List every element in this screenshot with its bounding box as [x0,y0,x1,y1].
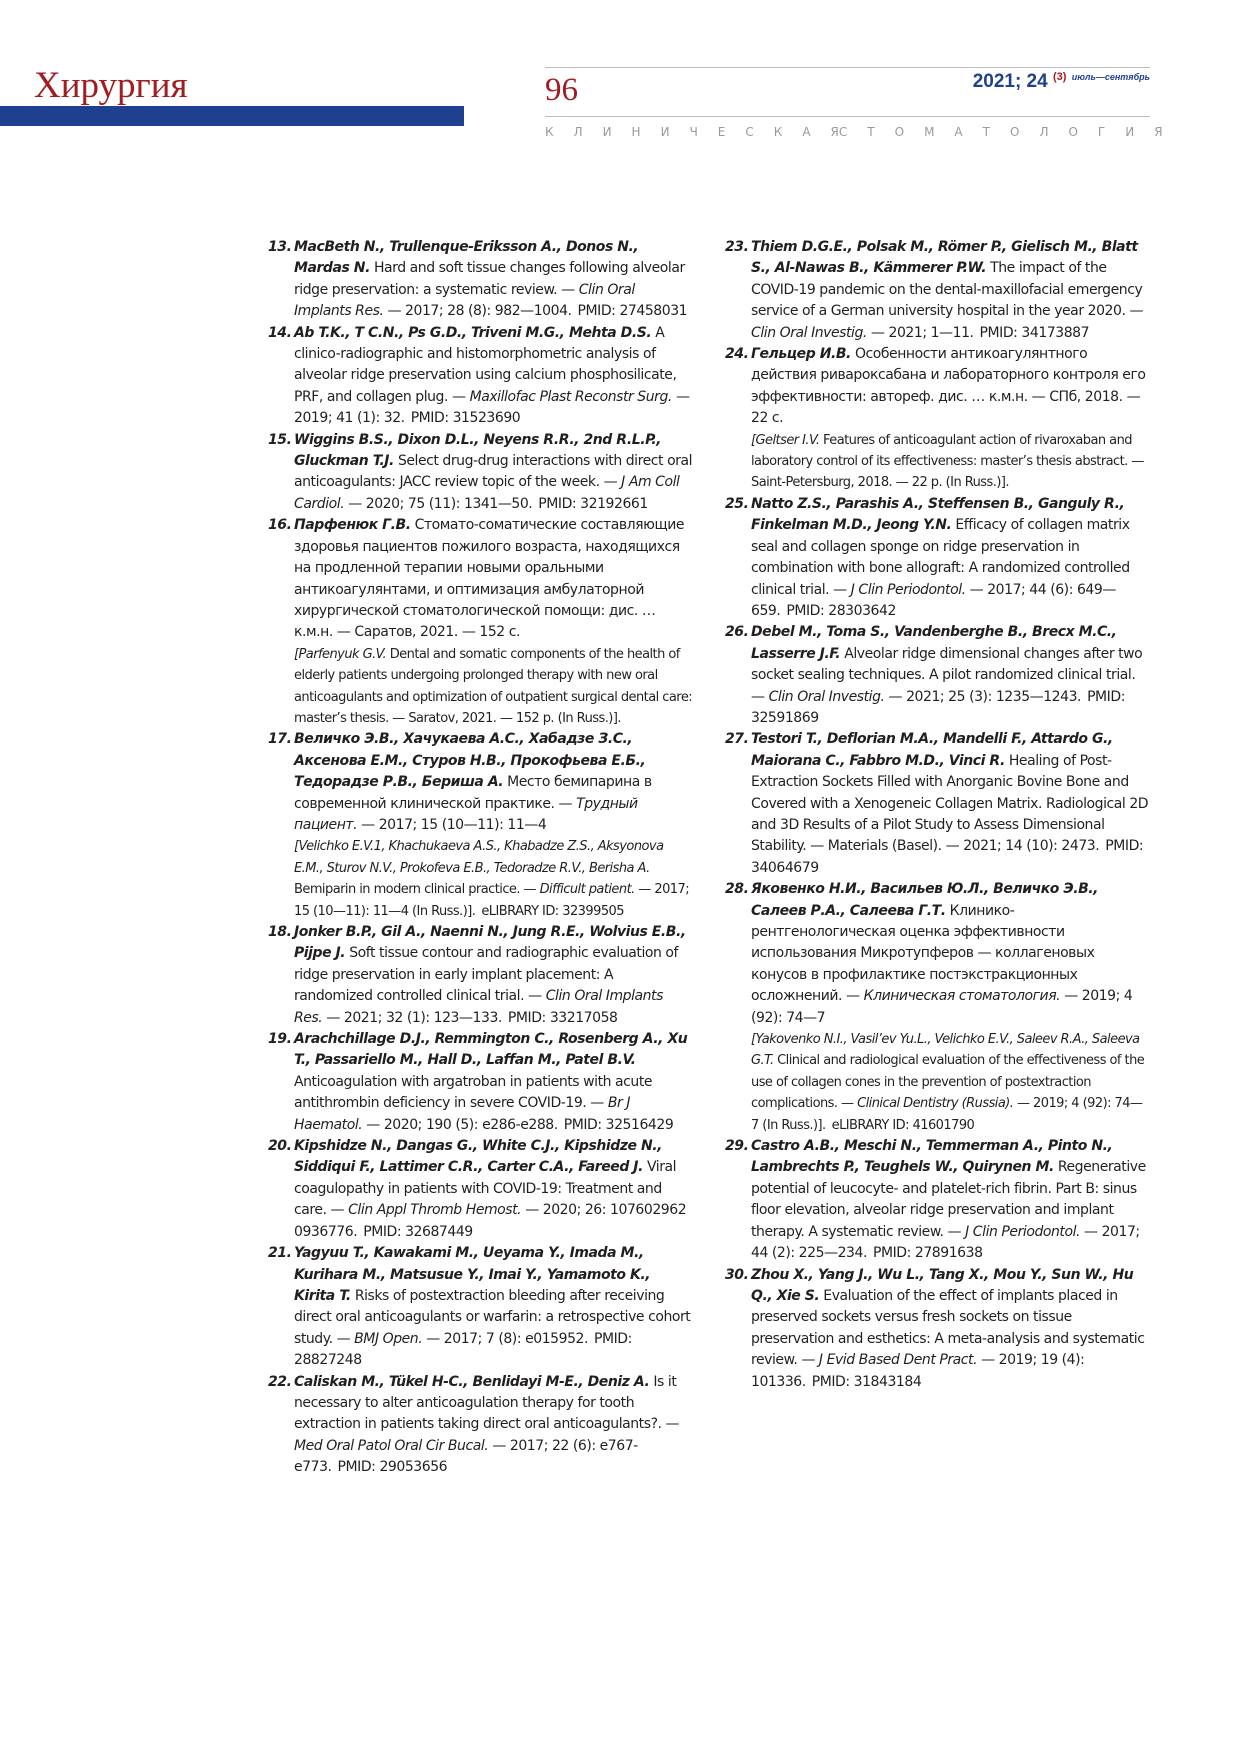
reference-authors: Testori T., Deflorian M.A., Mandelli F., Attardo G., Maiorana C., Fabbro M.D., Vinci R. [751,731,1113,769]
journal-title-letter: О [1009,125,1020,139]
reference-index: PMID: 31523690 [410,410,521,427]
reference-index: PMID: 28827248 [294,1330,632,1369]
section-color-bar [0,106,464,126]
reference-authors: Ab T.K., T C.N., Ps G.D., Triveni M.G., Mehta D.S. [294,324,652,341]
reference-title: Место бемипарина в современной клинической практике. — [294,774,652,812]
reference-title: Risks of postextraction bleeding after receiving direct oral anticoagulants or warfarin: a retrospective cohort study. — [294,1287,691,1347]
reference-details: — 2019; 19 (4): 101336. [751,1352,1085,1390]
journal-title-letter: К [545,125,554,139]
reference-journal: Клиническая стоматология. [863,988,1061,1005]
reference-authors: MacBeth N., Trullenque-Eriksson A., Donos N., Mardas N. [294,239,639,277]
reference-details: — 2021; 32 (1): 123—133. [326,1009,502,1026]
translation-authors: [Yakovenko N.I., Vasil’ev Yu.L., Velichko E.V., Saleev R.A., Saleeva G.T. [751,1032,1140,1069]
reference-journal: Clin Oral Implants Res. [294,281,635,320]
journal-title-letter: О [1068,125,1078,139]
reference-details: — 2017; 44 (6): 649—659. [751,581,1116,619]
reference-entry [725,344,1150,494]
reference-body [751,346,1150,494]
reference-title: Стомато-соматические составляющие здоровья пациентов пожилого возраста, находящихся на продленной терапии новыми оральными антикоагулянтами, и оптимизация амбулаторной хирургической стоматологической помощи: дис. … к.м.н. — Саратов, 2021. — 152 с. [294,517,685,641]
references-left-column [268,237,693,1479]
reference-body [751,731,1148,875]
reference-details: — 2021; 1—11. [870,324,974,341]
reference-number: 22. [268,1373,292,1390]
journal-title-letter: Ч [689,125,698,139]
reference-journal: Clin Oral Investig. [751,324,867,341]
reference-details: — 2017; 7 (8): e015952. [426,1330,588,1347]
journal-title [545,125,1163,139]
reference-entry [268,237,693,323]
translation-details: — 2017; 15 (10—11): 11—4 (In Russ.)]. [294,882,690,919]
reference-journal: J Clin Periodontol. [965,1223,1081,1240]
reference-authors: Парфенюк Г.В. [294,517,411,534]
reference-body [751,881,1150,1136]
reference-body [294,517,693,729]
journal-title-letter: М [924,125,935,139]
header-top-rule [545,67,1150,68]
reference-authors: Natto Z.S., Parashis A., Steffensen B., Ganguly R., Finkelman M.D., Jeong Y.N. [751,495,1125,534]
reference-number: 23. [725,239,749,255]
reference-entry [725,729,1150,879]
translation-index: eLIBRARY ID: 41601790 [831,1117,975,1133]
reference-index: PMID: 32687449 [363,1223,473,1240]
reference-journal: J Evid Based Dent Pract. [818,1352,978,1369]
reference-entry [725,622,1150,729]
reference-index: PMID: 28303642 [786,602,896,619]
reference-number: 14. [268,324,292,341]
reference-details: — 2021; 25 (3): 1235—1243. [888,688,1082,705]
issue-year-volume: 2021; 24 [972,71,1048,92]
journal-title-letter: Т [867,125,875,139]
reference-title: Evaluation of the effect of implants placed in preserved sockets versus fresh sockets on tissue preservation and esthetics: A meta-analysis and systematic review. — [751,1287,1145,1369]
reference-journal: Br J Haematol. [294,1095,631,1133]
reference-journal: Maxillofac Plast Reconstr Surg. [469,388,672,405]
translation-journal: Clinical Dentistry (Russia). [857,1096,1014,1112]
reference-title: Soft tissue contour and radiographic evaluation of ridge preservation in early implant placement: A randomized controlled clinical trial. — [294,945,679,1005]
reference-body [294,1245,690,1368]
reference-entry [268,1029,693,1136]
journal-title-letter: Т [982,125,990,139]
reference-details: — 2017; 15 (10—11): 11—4 [361,816,547,833]
reference-entry [725,879,1150,1136]
journal-title-letter: Е [717,125,726,139]
reference-details: — 2020; 75 (11): 1341—50. [348,495,533,512]
issue-months: июль—сентябрь [1071,72,1150,82]
reference-translation [751,1029,1150,1136]
reference-index: PMID: 27458031 [577,303,688,320]
journal-title-letter: И [660,125,670,139]
translation-authors: [Geltser I.V. [751,432,820,448]
reference-number: 28. [725,881,749,898]
journal-title-letter: Я [830,125,839,139]
reference-title: Is it necessary to alter anticoagulation therapy for tooth extraction in patients taking direct oral anticoagulants?. — [294,1373,680,1433]
journal-title-letter: Я [1154,125,1163,139]
reference-journal: Med Oral Patol Oral Cir Bucal. [294,1437,489,1454]
reference-authors: Kipshidze N., Dangas G., White C.J., Kipshidze N., Siddiqui F., Lattimer C.R., Carter C.A., Fareed J. [294,1138,662,1176]
journal-title-letter: А [802,125,811,139]
reference-number: 17. [268,731,292,748]
translation-text: Clinical and radiological evaluation of the effectiveness of the use of collagen cones in the prevention of postextraction complications. — [751,1053,1145,1112]
reference-body [751,239,1143,341]
reference-title: Alveolar ridge dimensional changes after two socket sealing techniques. A pilot randomized clinical trial. — [751,645,1143,705]
reference-title: Regenerative potential of leucocyte- and platelet-rich fibrin. Part B: sinus floor elevation, alveolar ridge preservation and implant therapy. A systematic review. — [751,1159,1146,1240]
reference-details: — 2017; 44 (2): 225—234. [751,1223,1140,1262]
reference-number: 24. [725,346,749,363]
journal-title-letter: С [745,125,754,139]
translation-authors: [Parfenyuk G.V. [294,646,387,662]
header-mid-rule [545,116,1150,117]
reference-number: 27. [725,731,749,748]
reference-index: PMID: 33217058 [507,1009,618,1026]
reference-journal: J Clin Periodontol. [850,581,966,598]
reference-index: PMID: 34173887 [979,324,1090,341]
reference-number: 25. [725,495,749,512]
reference-details: — 2017; 28 (8): 982—1004. [387,303,572,320]
reference-details: — 2017; 22 (6): e767-e773. [294,1437,638,1476]
reference-index: PMID: 31843184 [811,1373,922,1390]
reference-journal: BMJ Open. [354,1330,423,1347]
reference-translation [294,836,693,922]
issue-info [973,71,1150,93]
reference-title: Клинико-рентгенологическая оценка эффективности использования Микротупферов — коллагеновых конусов в профилактике постэкстракционных осложнений. — [751,902,1095,1005]
reference-title: The impact of the COVID-19 pandemic on the dental-maxillofacial emergency service of a German university hospital in the year 2020. — [751,260,1144,320]
reference-body [294,924,686,1026]
reference-entry [268,430,693,516]
reference-entry [268,515,693,729]
journal-title-word [545,125,839,139]
journal-title-letter: С [838,125,848,139]
reference-journal: J Am Coll Cardiol. [294,474,680,512]
journal-title-word [839,125,1163,139]
reference-number: 16. [268,517,292,534]
reference-entry [268,922,693,1029]
reference-number: 20. [268,1138,292,1155]
reference-body [294,1138,686,1240]
translation-details: — 2019; 4 (92): 74—7 (In Russ.)]. [751,1096,1143,1133]
reference-number: 30. [725,1266,749,1283]
translation-text: Dental and somatic components of the health of elderly patients undergoing prolonged therapy with new oral anticoagulants and optimization of outpatient surgical dental care: master’s thesis. — Saratov, 2021. — 152 p. (In Russ.)]. [294,646,693,726]
journal-title-letter: И [1125,125,1135,139]
reference-body [294,731,693,922]
reference-title: Viral coagulopathy in patients with COVID-19: Treatment and care. — [294,1159,677,1219]
reference-number: 13. [268,239,292,255]
reference-body [294,1374,679,1476]
reference-entry [268,729,693,922]
journal-title-letter: А [954,125,963,139]
reference-body [751,1267,1144,1390]
reference-body [294,325,690,427]
reference-index: PMID: 32516429 [563,1116,674,1133]
reference-journal: Clin Oral Implants Res. [294,988,663,1026]
reference-number: 18. [268,924,292,940]
reference-index: PMID: 32591869 [751,688,1125,726]
translation-text: Bemiparin in modern clinical practice. — [294,882,536,898]
reference-entry [725,1265,1150,1393]
reference-authors: Yagyuu T., Kawakami M., Ueyama Y., Imada M., Kurihara M., Matsusue Y., Imai Y., Yamamoto K., Kirita T. [294,1245,651,1304]
reference-authors: Гельцер И.В. [751,346,851,363]
reference-body [294,1031,687,1133]
reference-number: 15. [268,431,292,448]
reference-body [294,432,692,512]
reference-translation [294,644,693,730]
reference-details: — 2019; 41 (1): 32. [294,388,690,427]
reference-title: Anticoagulation with argatroban in patients with acute antithrombin deficiency in severe COVID-19. — [294,1073,653,1112]
translation-journal: Difficult patient. [539,882,635,898]
journal-title-letter: Л [573,125,583,139]
reference-body [294,239,687,319]
reference-number: 29. [725,1138,749,1155]
reference-body [751,496,1130,619]
page-number: 96 [545,72,578,108]
journal-title-letter: Л [1039,125,1049,139]
reference-details: — 2020; 190 (5): e286-e288. [366,1116,558,1133]
reference-index: PMID: 32192661 [538,495,648,512]
references-right-column [725,237,1150,1393]
reference-authors: Arachchillage D.J., Remmington C., Rosenberg A., Xu T., Passariello M., Hall D., Laffan M., Patel B.V. [294,1031,688,1069]
reference-title: Select drug-drug interactions with direct oral anticoagulants: JACC review topic of the week. — [294,453,693,491]
reference-journal: Clin Appl Thromb Hemost. [348,1202,522,1219]
translation-index: eLIBRARY ID: 32399505 [481,903,624,919]
journal-title-letter: Н [631,125,641,139]
reference-details: — 2020; 26: 107602962 0936776. [294,1202,687,1240]
reference-authors: Caliskan M., Tükel H-C., Benlidayi M-E., Deniz A. [294,1373,650,1390]
reference-entry [725,1136,1150,1264]
reference-authors: Wiggins B.S., Dixon D.L., Neyens R.R., 2nd R.L.P., Gluckman T.J. [294,431,662,470]
reference-number: 26. [725,624,749,641]
reference-title: Healing of Post-Extraction Sockets Filled with Anorganic Bovine Bone and Covered with a Xenogeneic Collagen Matrix. Radiological 2D and 3D Results of a Pilot Study to Assess Dimensional Stability. — Materials (Basel). — 2021; 14 (10): 2473. [751,752,1149,855]
reference-translation [751,430,1150,494]
reference-journal: Clin Oral Investig. [768,688,885,705]
reference-entry [725,494,1150,622]
reference-details: — 2019; 4 (92): 74—7 [751,988,1133,1026]
journal-title-letter: К [773,125,783,139]
reference-index: PMID: 27891638 [872,1245,983,1262]
reference-entry [268,1372,693,1479]
reference-title: A clinico-radiographic and histomorphometric analysis of alveolar ridge preservation using calcium phosphosilicate, PRF, and collagen plug. — [294,324,677,405]
reference-authors: Castro A.B., Meschi N., Temmerman A., Pinto N., Lambrechts P., Teughels W., Quirynen M. [751,1138,1113,1176]
journal-title-letter: О [894,125,905,139]
reference-authors: Debel M., Toma S., Vandenberghe B., Brecx M.C., Lasserre J.F. [751,624,1117,662]
issue-number: (3) [1052,71,1067,83]
reference-authors: Величко Э.В., Хачукаева А.С., Хабадзе З.С., Аксенова Е.М., Стуров Н.В., Прокофьева Е.Б., Тедорадзе Р.В., Бериша А. [294,731,646,791]
reference-entry [268,323,693,430]
reference-title: Особенности антикоагулянтного действия ривароксабана и лабораторного контроля его эффективности: автореф. дис. … к.м.н. — СПб, 2018. — 22 с. [751,346,1146,427]
section-title: Хирургия [34,65,188,106]
reference-authors: Zhou X., Yang J., Wu L., Tang X., Mou Y., Sun W., Hu Q., Xie S. [751,1266,1134,1304]
translation-authors: [Velichko E.V.1, Khachukaeva A.S., Khabadze Z.S., Aksyonova E.M., Sturov N.V., Prokofeva E.B., Tedoradze R.V., Berisha A. [294,839,664,876]
reference-index: PMID: 34064679 [751,838,1144,876]
translation-text: Features of anticoagulant action of rivaroxaban and laboratory control of its effectiveness: master’s thesis abstract. — Saint-Petersburg, 2018. — 22 p. (In Russ.)]. [751,432,1144,491]
journal-title-letter: Г [1097,125,1106,139]
reference-authors: Thiem D.G.E., Polsak M., Römer P., Gielisch M., Blatt S., Al-Nawas B., Kämmerer P.W. [751,239,1138,277]
reference-number: 21. [268,1245,292,1262]
reference-body [751,1138,1146,1261]
reference-entry [725,237,1150,344]
journal-title-letter: И [602,125,612,139]
reference-entry [268,1243,693,1371]
reference-index: PMID: 29053656 [337,1459,448,1476]
reference-entry [268,1136,693,1243]
reference-title: Efficacy of collagen matrix seal and collagen sponge on ridge preservation in combination with bone allograft: A randomized controlled clinical trial. — [751,517,1130,598]
reference-authors: Jonker B.P., Gil A., Naenni N., Jung R.E., Wolvius E.B., Pijpe J. [294,924,686,962]
reference-authors: Яковенко Н.И., Васильев Ю.Л., Величко Э.В., Салеев Р.А., Салеева Г.Т. [751,881,1099,919]
reference-number: 19. [268,1031,292,1048]
reference-body [751,624,1142,726]
reference-journal: Трудный пациент. [294,795,638,833]
reference-title: Hard and soft tissue changes following alveolar ridge preservation: a systematic review. — [294,260,685,298]
